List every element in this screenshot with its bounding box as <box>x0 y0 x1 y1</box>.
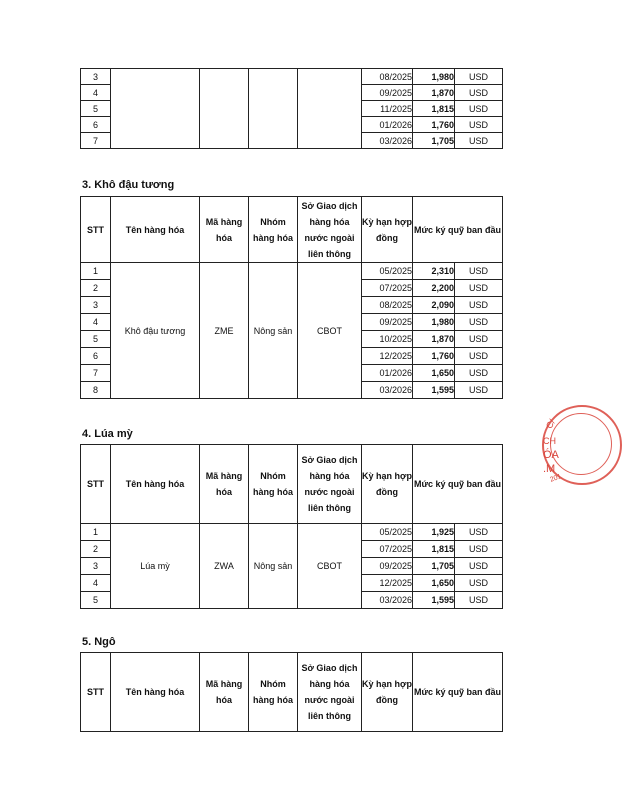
currency-cell: USD <box>455 575 503 592</box>
table-header <box>81 445 503 524</box>
header-code: Mã hàng hóa <box>200 197 249 263</box>
table-row <box>81 524 503 541</box>
margin-value-cell: 1,650 <box>413 575 455 592</box>
header-margin: Mức ký quỹ ban đầu <box>413 197 503 263</box>
stt-cell: 2 <box>81 280 111 297</box>
commodity-code-cell: ZWA <box>200 524 249 609</box>
stt-cell: 3 <box>81 558 111 575</box>
currency-cell: USD <box>455 331 503 348</box>
table-header <box>81 653 503 732</box>
table-body <box>81 524 503 609</box>
header-term: Kỳ hạn hợp đồng <box>362 197 413 263</box>
stt-cell: 6 <box>81 117 111 133</box>
currency-cell: USD <box>455 85 503 101</box>
term-cell: 09/2025 <box>362 85 413 101</box>
header-code: Mã hàng hóa <box>200 445 249 524</box>
margin-value-cell: 1,980 <box>413 69 455 85</box>
margin-value-cell: 1,760 <box>413 117 455 133</box>
stt-cell: 4 <box>81 314 111 331</box>
margin-value-cell: 2,090 <box>413 297 455 314</box>
margin-value-cell: 1,705 <box>413 558 455 575</box>
header-exchange: Sở Giao dịch hàng hóa nước ngoài liên thông <box>298 197 362 263</box>
stt-cell: 1 <box>81 524 111 541</box>
margin-value-cell: 1,650 <box>413 365 455 382</box>
stt-cell: 5 <box>81 101 111 117</box>
seal-stamp <box>528 405 608 485</box>
stt-cell: 3 <box>81 69 111 85</box>
header-exchange: Sở Giao dịch hàng hóa nước ngoài liên thông <box>298 653 362 732</box>
header-stt: STT <box>81 445 111 524</box>
margin-value-cell: 1,870 <box>413 331 455 348</box>
table-header <box>81 197 503 263</box>
stt-cell: 4 <box>81 575 111 592</box>
term-cell: 12/2025 <box>362 575 413 592</box>
group-cell <box>249 69 298 149</box>
margin-value-cell: 1,595 <box>413 592 455 609</box>
header-stt: STT <box>81 653 111 732</box>
currency-cell: USD <box>455 592 503 609</box>
section-heading: 3. Khô đậu tương <box>82 179 175 191</box>
currency-cell: USD <box>455 382 503 399</box>
margin-value-cell: 1,925 <box>413 524 455 541</box>
stt-cell: 2 <box>81 541 111 558</box>
term-cell: 07/2025 <box>362 280 413 297</box>
term-cell: 03/2026 <box>362 592 413 609</box>
seal-text-fragment: C/ <box>543 417 558 431</box>
margin-value-cell: 1,980 <box>413 314 455 331</box>
table-body <box>81 263 503 399</box>
currency-cell: USD <box>455 348 503 365</box>
stt-cell: 3 <box>81 297 111 314</box>
term-cell: 08/2025 <box>362 69 413 85</box>
top-table-body <box>81 69 503 149</box>
term-cell: 05/2025 <box>362 263 413 280</box>
currency-cell: USD <box>455 117 503 133</box>
wheat-margin-table <box>80 444 503 609</box>
margin-value-cell: 2,200 <box>413 280 455 297</box>
margin-value-cell: 2,310 <box>413 263 455 280</box>
term-cell: 01/2026 <box>362 117 413 133</box>
term-cell: 01/2026 <box>362 365 413 382</box>
name-cell <box>111 69 200 149</box>
header-margin: Mức ký quỹ ban đầu <box>413 653 503 732</box>
stt-cell: 1 <box>81 263 111 280</box>
currency-cell: USD <box>455 541 503 558</box>
header-name: Tên hàng hóa <box>111 197 200 263</box>
header-margin: Mức ký quỹ ban đầu <box>413 445 503 524</box>
term-cell: 07/2025 <box>362 541 413 558</box>
term-cell: 09/2025 <box>362 558 413 575</box>
seal-text-fragment: 201 <box>549 473 563 484</box>
soybean-meal-margin-table <box>80 196 503 399</box>
exchange-cell: CBOT <box>298 263 362 399</box>
term-cell: 03/2026 <box>362 382 413 399</box>
margin-value-cell: 1,870 <box>413 85 455 101</box>
term-cell: 10/2025 <box>362 331 413 348</box>
currency-cell: USD <box>455 263 503 280</box>
term-cell: 08/2025 <box>362 297 413 314</box>
term-cell: 05/2025 <box>362 524 413 541</box>
exchange-cell: CBOT <box>298 524 362 609</box>
header-stt: STT <box>81 197 111 263</box>
stt-cell: 5 <box>81 331 111 348</box>
margin-value-cell: 1,760 <box>413 348 455 365</box>
commodity-code-cell: ZME <box>200 263 249 399</box>
header-group: Nhóm hàng hóa <box>249 653 298 732</box>
stt-cell: 7 <box>81 133 111 149</box>
margin-value-cell: 1,705 <box>413 133 455 149</box>
currency-cell: USD <box>455 524 503 541</box>
stt-cell: 4 <box>81 85 111 101</box>
currency-cell: USD <box>455 314 503 331</box>
currency-cell: USD <box>455 69 503 85</box>
exchange-cell <box>298 69 362 149</box>
stt-cell: 7 <box>81 365 111 382</box>
code-cell <box>200 69 249 149</box>
commodity-group-cell: Nông sản <box>249 524 298 609</box>
header-term: Kỳ hạn hợp đồng <box>362 445 413 524</box>
seal-text-fragment: .M <box>543 463 556 475</box>
seal-text-fragment: ÓA <box>543 449 559 461</box>
currency-cell: USD <box>455 365 503 382</box>
term-cell: 03/2026 <box>362 133 413 149</box>
header-term: Kỳ hạn hợp đồng <box>362 653 413 732</box>
currency-cell: USD <box>455 133 503 149</box>
header-group: Nhóm hàng hóa <box>249 445 298 524</box>
header-group: Nhóm hàng hóa <box>249 197 298 263</box>
header-name: Tên hàng hóa <box>111 653 200 732</box>
term-cell: 11/2025 <box>362 101 413 117</box>
stt-cell: 5 <box>81 592 111 609</box>
currency-cell: USD <box>455 101 503 117</box>
term-cell: 12/2025 <box>362 348 413 365</box>
margin-value-cell: 1,815 <box>413 101 455 117</box>
currency-cell: USD <box>455 558 503 575</box>
margin-value-cell: 1,815 <box>413 541 455 558</box>
header-name: Tên hàng hóa <box>111 445 200 524</box>
commodity-name-cell: Lúa mỳ <box>111 524 200 609</box>
top-margin-table <box>80 68 503 149</box>
commodity-name-cell: Khô đậu tương <box>111 263 200 399</box>
header-code: Mã hàng hóa <box>200 653 249 732</box>
header-exchange: Sở Giao dịch hàng hóa nước ngoài liên thông <box>298 445 362 524</box>
section-heading: 4. Lúa mỳ <box>82 428 133 440</box>
seal-inner-ring <box>550 413 612 475</box>
currency-cell: USD <box>455 297 503 314</box>
margin-value-cell: 1,595 <box>413 382 455 399</box>
stt-cell: 8 <box>81 382 111 399</box>
seal-text-fragment: CH <box>543 436 556 446</box>
section-heading: 5. Ngô <box>82 636 116 648</box>
commodity-group-cell: Nông sản <box>249 263 298 399</box>
term-cell: 09/2025 <box>362 314 413 331</box>
corn-margin-table <box>80 652 503 732</box>
currency-cell: USD <box>455 280 503 297</box>
table-row <box>81 69 503 85</box>
stt-cell: 6 <box>81 348 111 365</box>
table-row <box>81 263 503 280</box>
